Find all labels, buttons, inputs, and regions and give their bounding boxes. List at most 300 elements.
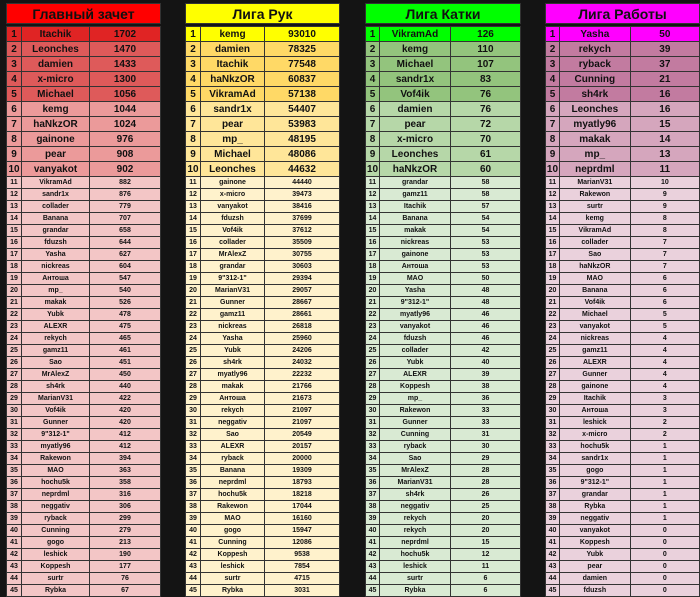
player-cell: vanyakot bbox=[380, 321, 451, 333]
player-cell: Sao bbox=[201, 429, 265, 441]
score-cell: 450 bbox=[90, 369, 161, 381]
rank-cell: 4 bbox=[546, 72, 560, 87]
score-cell: 422 bbox=[90, 393, 161, 405]
score-cell: 54407 bbox=[265, 102, 340, 117]
player-cell: MAO bbox=[380, 273, 451, 285]
table-row bbox=[7, 237, 161, 249]
table-row bbox=[186, 525, 340, 537]
table-row bbox=[546, 273, 700, 285]
table-row bbox=[186, 333, 340, 345]
table-row bbox=[186, 225, 340, 237]
score-cell: 21766 bbox=[265, 381, 340, 393]
player-cell: rekych bbox=[380, 525, 451, 537]
rank-cell: 41 bbox=[186, 537, 201, 549]
rank-cell: 18 bbox=[546, 261, 560, 273]
player-cell: MarianV31 bbox=[380, 477, 451, 489]
player-cell: gamz11 bbox=[201, 309, 265, 321]
rank-cell: 19 bbox=[366, 273, 380, 285]
player-cell: Koppesh bbox=[201, 549, 265, 561]
player-cell: x-micro bbox=[380, 132, 451, 147]
score-cell: 2 bbox=[630, 417, 699, 429]
player-cell: haNkzOR bbox=[201, 72, 265, 87]
rank-cell: 14 bbox=[7, 213, 22, 225]
table-row bbox=[546, 162, 700, 177]
rank-cell: 34 bbox=[546, 453, 560, 465]
score-cell: 9538 bbox=[265, 549, 340, 561]
rank-cell: 6 bbox=[366, 102, 380, 117]
rank-cell: 44 bbox=[186, 573, 201, 585]
table-row bbox=[546, 87, 700, 102]
table-row bbox=[7, 513, 161, 525]
player-cell: ryback bbox=[22, 513, 90, 525]
table-row bbox=[366, 525, 521, 537]
rank-cell: 32 bbox=[7, 429, 22, 441]
player-cell: leshick bbox=[201, 561, 265, 573]
score-cell: 6 bbox=[630, 273, 699, 285]
score-cell: 33 bbox=[451, 417, 521, 429]
table-row bbox=[366, 87, 521, 102]
rank-cell: 25 bbox=[186, 345, 201, 357]
table-row bbox=[366, 549, 521, 561]
table-row bbox=[7, 225, 161, 237]
score-cell: 2 bbox=[630, 429, 699, 441]
rank-cell: 13 bbox=[7, 201, 22, 213]
score-cell: 7854 bbox=[265, 561, 340, 573]
rank-cell: 43 bbox=[186, 561, 201, 573]
score-cell: 46 bbox=[451, 309, 521, 321]
rank-cell: 21 bbox=[366, 297, 380, 309]
score-cell: 36 bbox=[451, 393, 521, 405]
table-row bbox=[7, 489, 161, 501]
rank-cell: 11 bbox=[366, 177, 380, 189]
player-cell: kemg bbox=[380, 42, 451, 57]
score-cell: 53 bbox=[451, 237, 521, 249]
player-cell: damien bbox=[201, 42, 265, 57]
table-row bbox=[546, 441, 700, 453]
table-row bbox=[546, 201, 700, 213]
rank-cell: 5 bbox=[546, 87, 560, 102]
score-cell: 3 bbox=[630, 393, 699, 405]
table-row bbox=[366, 465, 521, 477]
rank-cell: 41 bbox=[546, 537, 560, 549]
table-row bbox=[546, 42, 700, 57]
table-row bbox=[7, 393, 161, 405]
table-row bbox=[7, 87, 161, 102]
table-row bbox=[186, 357, 340, 369]
score-cell: 0 bbox=[630, 573, 699, 585]
player-cell: Vof4ik bbox=[201, 225, 265, 237]
player-cell: damien bbox=[559, 573, 630, 585]
score-cell: 46 bbox=[451, 321, 521, 333]
table-row bbox=[546, 57, 700, 72]
player-cell: fduzsh bbox=[22, 237, 90, 249]
rank-cell: 30 bbox=[546, 405, 560, 417]
score-cell: 1024 bbox=[90, 117, 161, 132]
rank-cell: 39 bbox=[186, 513, 201, 525]
main-standings-title: Главный зачет bbox=[7, 4, 161, 24]
score-cell: 20000 bbox=[265, 453, 340, 465]
score-cell: 54 bbox=[451, 213, 521, 225]
player-cell: Leonches bbox=[201, 162, 265, 177]
rank-cell: 29 bbox=[7, 393, 22, 405]
player-cell: kemg bbox=[201, 27, 265, 42]
score-cell: 420 bbox=[90, 417, 161, 429]
table-row bbox=[186, 537, 340, 549]
table-row bbox=[186, 369, 340, 381]
rank-cell: 34 bbox=[366, 453, 380, 465]
rank-cell: 6 bbox=[546, 102, 560, 117]
rank-cell: 44 bbox=[366, 573, 380, 585]
table-row bbox=[186, 189, 340, 201]
rank-cell: 26 bbox=[7, 357, 22, 369]
rank-cell: 23 bbox=[546, 321, 560, 333]
rank-cell: 16 bbox=[7, 237, 22, 249]
rank-cell: 22 bbox=[366, 309, 380, 321]
player-cell: mp_ bbox=[201, 132, 265, 147]
score-cell: 1 bbox=[630, 489, 699, 501]
rank-cell: 11 bbox=[7, 177, 22, 189]
score-cell: 24206 bbox=[265, 345, 340, 357]
player-cell: neggativ bbox=[201, 417, 265, 429]
score-cell: 25960 bbox=[265, 333, 340, 345]
table-row bbox=[366, 285, 521, 297]
score-cell: 0 bbox=[630, 549, 699, 561]
player-cell: sandr1x bbox=[22, 189, 90, 201]
player-cell: Sao bbox=[22, 357, 90, 369]
score-cell: 1044 bbox=[90, 102, 161, 117]
rank-cell: 41 bbox=[7, 537, 22, 549]
player-cell: neprdml bbox=[380, 537, 451, 549]
score-cell: 21673 bbox=[265, 393, 340, 405]
score-cell: 21097 bbox=[265, 417, 340, 429]
rank-cell: 23 bbox=[7, 321, 22, 333]
score-cell: 37612 bbox=[265, 225, 340, 237]
score-cell: 1 bbox=[630, 465, 699, 477]
rank-cell: 42 bbox=[7, 549, 22, 561]
rank-cell: 7 bbox=[546, 117, 560, 132]
rank-cell: 13 bbox=[186, 201, 201, 213]
player-cell: Gunner bbox=[380, 417, 451, 429]
rank-cell: 3 bbox=[366, 57, 380, 72]
score-cell: 48086 bbox=[265, 147, 340, 162]
score-cell: 440 bbox=[90, 381, 161, 393]
score-cell: 61 bbox=[451, 147, 521, 162]
score-cell: 35509 bbox=[265, 237, 340, 249]
rank-cell: 36 bbox=[366, 477, 380, 489]
player-cell: MarianV31 bbox=[559, 177, 630, 189]
rank-cell: 4 bbox=[366, 72, 380, 87]
player-cell: hochu5k bbox=[22, 477, 90, 489]
rank-cell: 25 bbox=[546, 345, 560, 357]
table-row bbox=[366, 57, 521, 72]
score-cell: 902 bbox=[90, 162, 161, 177]
player-cell: myatly96 bbox=[559, 117, 630, 132]
player-cell: makak bbox=[380, 225, 451, 237]
score-cell: 26 bbox=[451, 489, 521, 501]
score-cell: 1 bbox=[630, 513, 699, 525]
table-row bbox=[366, 297, 521, 309]
rank-cell: 11 bbox=[186, 177, 201, 189]
rank-cell: 38 bbox=[546, 501, 560, 513]
rank-cell: 30 bbox=[7, 405, 22, 417]
table-row bbox=[186, 417, 340, 429]
score-cell: 465 bbox=[90, 333, 161, 345]
score-cell: 29 bbox=[451, 453, 521, 465]
rank-cell: 40 bbox=[186, 525, 201, 537]
table-row bbox=[186, 393, 340, 405]
rank-cell: 32 bbox=[186, 429, 201, 441]
player-cell: sandr1x bbox=[559, 453, 630, 465]
rank-cell: 19 bbox=[546, 273, 560, 285]
games-league-table bbox=[365, 3, 521, 597]
table-row bbox=[7, 321, 161, 333]
player-cell: VikramAd bbox=[559, 225, 630, 237]
score-cell: 11 bbox=[451, 561, 521, 573]
table-row bbox=[186, 441, 340, 453]
player-cell: ALEXR bbox=[201, 441, 265, 453]
player-cell: Itachik bbox=[201, 57, 265, 72]
rank-cell: 25 bbox=[366, 345, 380, 357]
score-cell: 39 bbox=[451, 369, 521, 381]
score-cell: 5 bbox=[630, 321, 699, 333]
rank-cell: 20 bbox=[186, 285, 201, 297]
score-cell: 24032 bbox=[265, 357, 340, 369]
table-row bbox=[186, 42, 340, 57]
table-row bbox=[546, 369, 700, 381]
table-row bbox=[366, 561, 521, 573]
rank-cell: 15 bbox=[7, 225, 22, 237]
table-row bbox=[7, 162, 161, 177]
player-cell: grandar bbox=[380, 177, 451, 189]
table-row bbox=[7, 369, 161, 381]
score-cell: 540 bbox=[90, 285, 161, 297]
rank-cell: 40 bbox=[546, 525, 560, 537]
player-cell: gamz11 bbox=[22, 345, 90, 357]
rank-cell: 16 bbox=[546, 237, 560, 249]
player-cell: ryback bbox=[380, 441, 451, 453]
rank-cell: 27 bbox=[366, 369, 380, 381]
table-row bbox=[7, 477, 161, 489]
rank-cell: 38 bbox=[186, 501, 201, 513]
table-row bbox=[546, 585, 700, 597]
score-cell: 28667 bbox=[265, 297, 340, 309]
rank-cell: 42 bbox=[186, 549, 201, 561]
table-row bbox=[366, 27, 521, 42]
table-row bbox=[546, 147, 700, 162]
table-row bbox=[366, 477, 521, 489]
rank-cell: 1 bbox=[546, 27, 560, 42]
score-cell: 876 bbox=[90, 189, 161, 201]
score-cell: 976 bbox=[90, 132, 161, 147]
rank-cell: 8 bbox=[7, 132, 22, 147]
rank-cell: 39 bbox=[7, 513, 22, 525]
player-cell: Michael bbox=[380, 57, 451, 72]
score-cell: 658 bbox=[90, 225, 161, 237]
player-cell: Koppesh bbox=[22, 561, 90, 573]
rank-cell: 27 bbox=[186, 369, 201, 381]
table-row bbox=[186, 297, 340, 309]
rank-cell: 34 bbox=[186, 453, 201, 465]
rank-cell: 42 bbox=[366, 549, 380, 561]
score-cell: 7 bbox=[630, 237, 699, 249]
player-cell: Yubk bbox=[22, 309, 90, 321]
score-cell: 37 bbox=[630, 57, 699, 72]
player-cell: collader bbox=[380, 345, 451, 357]
table-row bbox=[546, 393, 700, 405]
player-cell: Gunner bbox=[559, 369, 630, 381]
score-cell: 53 bbox=[451, 249, 521, 261]
player-cell: Rybka bbox=[380, 585, 451, 597]
rank-cell: 31 bbox=[7, 417, 22, 429]
table-row bbox=[186, 201, 340, 213]
rank-cell: 45 bbox=[186, 585, 201, 597]
rank-cell: 10 bbox=[8, 163, 20, 175]
rank-cell: 36 bbox=[7, 477, 22, 489]
score-cell: 6 bbox=[451, 585, 521, 597]
table-row bbox=[7, 549, 161, 561]
player-cell: nickreas bbox=[22, 261, 90, 273]
table-row bbox=[366, 537, 521, 549]
player-cell: VikramAd bbox=[22, 177, 90, 189]
table-row bbox=[366, 369, 521, 381]
player-cell: myatly96 bbox=[201, 369, 265, 381]
score-cell: 412 bbox=[90, 441, 161, 453]
rank-cell: 19 bbox=[186, 273, 201, 285]
player-cell: vanyakot bbox=[559, 525, 630, 537]
table-row bbox=[546, 309, 700, 321]
score-cell: 29057 bbox=[265, 285, 340, 297]
rank-cell: 45 bbox=[366, 585, 380, 597]
score-cell: 1056 bbox=[90, 87, 161, 102]
rank-cell: 14 bbox=[546, 213, 560, 225]
rank-cell: 8 bbox=[366, 132, 380, 147]
player-cell: Rybka bbox=[201, 585, 265, 597]
score-cell: 110 bbox=[451, 42, 521, 57]
player-cell: gamz11 bbox=[559, 345, 630, 357]
player-cell: ryback bbox=[201, 453, 265, 465]
table-row bbox=[366, 72, 521, 87]
score-cell: 54 bbox=[451, 225, 521, 237]
player-cell: collader bbox=[22, 201, 90, 213]
table-row bbox=[7, 273, 161, 285]
rank-cell: 18 bbox=[186, 261, 201, 273]
rank-cell: 35 bbox=[546, 465, 560, 477]
table-row bbox=[186, 285, 340, 297]
player-cell: pear bbox=[559, 561, 630, 573]
table-row bbox=[366, 405, 521, 417]
table-row bbox=[7, 72, 161, 87]
player-cell: Rybka bbox=[559, 501, 630, 513]
score-cell: 50 bbox=[630, 27, 699, 42]
player-cell: VikramAd bbox=[201, 87, 265, 102]
score-cell: 39473 bbox=[265, 189, 340, 201]
table-row bbox=[366, 42, 521, 57]
score-cell: 412 bbox=[90, 429, 161, 441]
player-cell: damien bbox=[380, 102, 451, 117]
player-cell: gamz11 bbox=[380, 189, 451, 201]
score-cell: 46 bbox=[451, 333, 521, 345]
table-row bbox=[186, 453, 340, 465]
player-cell: ryback bbox=[559, 57, 630, 72]
rank-cell: 22 bbox=[546, 309, 560, 321]
player-cell: Banana bbox=[559, 285, 630, 297]
player-cell: MAO bbox=[22, 465, 90, 477]
player-cell: damien bbox=[22, 57, 90, 72]
player-cell: nickreas bbox=[380, 237, 451, 249]
player-cell: vanyakot bbox=[559, 321, 630, 333]
rank-cell: 18 bbox=[366, 261, 380, 273]
rank-cell: 1 bbox=[186, 27, 201, 42]
player-cell: ALEXR bbox=[559, 357, 630, 369]
table-row bbox=[186, 213, 340, 225]
table-row bbox=[186, 87, 340, 102]
score-cell: 3 bbox=[630, 405, 699, 417]
player-cell: rekych bbox=[559, 42, 630, 57]
player-cell: Itachik bbox=[559, 393, 630, 405]
hands-league-table bbox=[185, 3, 340, 597]
rank-cell: 26 bbox=[546, 357, 560, 369]
player-cell: Banana bbox=[201, 465, 265, 477]
table-row bbox=[366, 132, 521, 147]
rank-cell: 15 bbox=[366, 225, 380, 237]
table-row bbox=[186, 585, 340, 597]
player-cell: Banana bbox=[380, 213, 451, 225]
rank-cell: 6 bbox=[186, 102, 201, 117]
player-cell: rekych bbox=[22, 333, 90, 345]
player-cell: Антоша bbox=[201, 393, 265, 405]
table-row bbox=[366, 261, 521, 273]
score-cell: 42 bbox=[451, 345, 521, 357]
score-cell: 3031 bbox=[265, 585, 340, 597]
table-row bbox=[546, 72, 700, 87]
rank-cell: 27 bbox=[546, 369, 560, 381]
player-cell: Yasha bbox=[559, 27, 630, 42]
table-row bbox=[186, 177, 340, 189]
player-cell: leshick bbox=[559, 417, 630, 429]
rank-cell: 18 bbox=[7, 261, 22, 273]
score-cell: 44440 bbox=[265, 177, 340, 189]
table-row bbox=[186, 381, 340, 393]
player-cell: makak bbox=[559, 132, 630, 147]
score-cell: 779 bbox=[90, 201, 161, 213]
rank-cell: 36 bbox=[546, 477, 560, 489]
score-cell: 16 bbox=[630, 102, 699, 117]
rank-cell: 32 bbox=[546, 429, 560, 441]
rank-cell: 44 bbox=[7, 573, 22, 585]
table-row bbox=[186, 57, 340, 72]
table-row bbox=[7, 147, 161, 162]
table-row bbox=[366, 273, 521, 285]
main-standings-table bbox=[6, 3, 161, 597]
rank-cell: 22 bbox=[186, 309, 201, 321]
rank-cell: 12 bbox=[546, 189, 560, 201]
rank-cell: 14 bbox=[366, 213, 380, 225]
score-cell: 299 bbox=[90, 513, 161, 525]
table-row bbox=[7, 117, 161, 132]
table-row bbox=[186, 573, 340, 585]
player-cell: Banana bbox=[22, 213, 90, 225]
rank-cell: 5 bbox=[7, 87, 22, 102]
rank-cell: 29 bbox=[366, 393, 380, 405]
table-row bbox=[186, 117, 340, 132]
player-cell: Yubk bbox=[380, 357, 451, 369]
table-row bbox=[186, 405, 340, 417]
rank-cell: 22 bbox=[7, 309, 22, 321]
player-cell: sh4rk bbox=[380, 489, 451, 501]
player-cell: Cunning bbox=[380, 429, 451, 441]
table-row bbox=[7, 285, 161, 297]
score-cell: 475 bbox=[90, 321, 161, 333]
